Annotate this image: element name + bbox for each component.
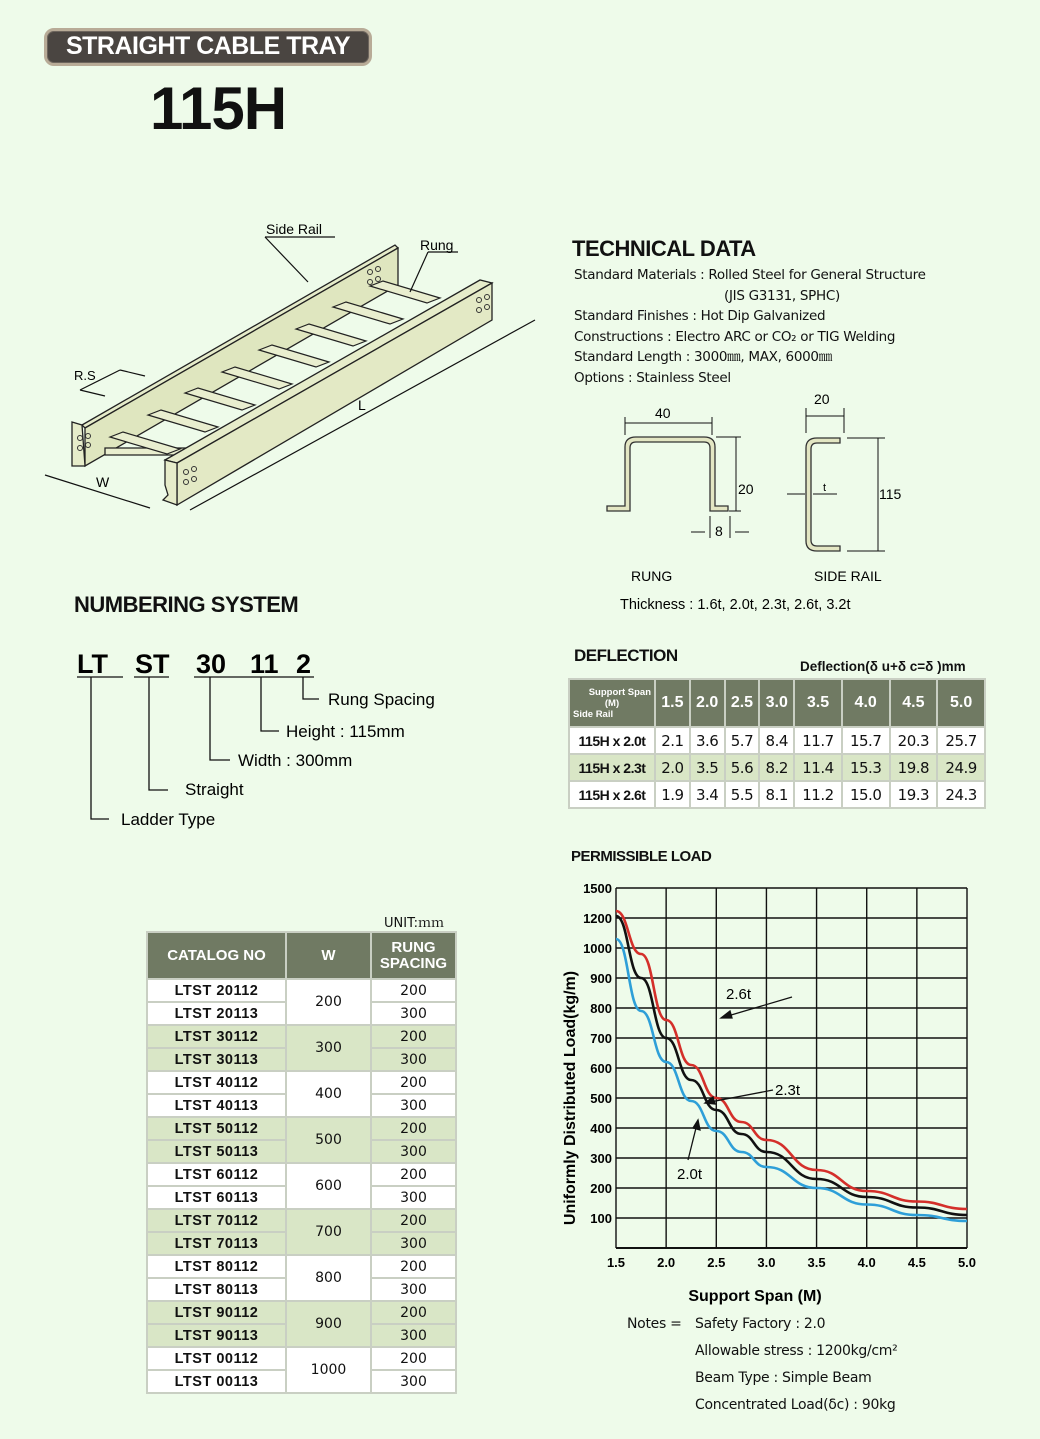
- rung-spacing-value: 300: [371, 1278, 456, 1301]
- tech-line: Options : Stainless Steel: [574, 369, 731, 386]
- width-value: 1000: [286, 1347, 371, 1393]
- notes-prefix: Notes =: [627, 1316, 682, 1332]
- corner-unit: (M): [604, 697, 620, 709]
- note-line: Beam Type : Simple Beam: [695, 1370, 872, 1386]
- code-width: 30: [196, 649, 227, 679]
- catalog-row: [147, 979, 456, 1002]
- rung-spacing-value: 300: [371, 1370, 456, 1393]
- catalog-no: LTST 20112: [147, 979, 286, 1002]
- rung-spacing-value: 200: [371, 1025, 456, 1048]
- rail-type: 115H x 2.3t: [569, 754, 655, 781]
- rung-spacing-value: 300: [371, 1324, 456, 1347]
- note-line: Allowable stress : 1200kg/cm²: [695, 1343, 898, 1359]
- tech-line: Standard Length : 3000㎜, MAX, 6000㎜: [574, 349, 832, 365]
- catalog-no: LTST 40112: [147, 1071, 286, 1094]
- y-tick-label: 700: [590, 1031, 612, 1046]
- y-tick-label: 100: [590, 1211, 612, 1226]
- numbering-title: NUMBERING SYSTEM: [74, 592, 299, 617]
- note-line: Safety Factory : 2.0: [695, 1316, 826, 1332]
- x-tick-label: 4.5: [907, 1255, 926, 1270]
- side-rail-label: Side Rail: [266, 221, 323, 237]
- rung-spacing-value: 300: [371, 1002, 456, 1025]
- rail-height-dim: 115: [879, 486, 902, 502]
- rung-spacing-header-line2: SPACING: [379, 954, 448, 972]
- width-value: 500: [286, 1117, 371, 1163]
- deflection-value: 8.2: [759, 754, 794, 781]
- width-label: W: [96, 474, 110, 490]
- catalog-no: LTST 50113: [147, 1140, 286, 1163]
- deflection-title: DEFLECTION: [574, 646, 678, 665]
- rail-width-dim: 20: [814, 391, 830, 407]
- catalog-no: LTST 30112: [147, 1025, 286, 1048]
- catalog-row: [147, 1071, 456, 1094]
- catalog-no: LTST 90112: [147, 1301, 286, 1324]
- catalog-no: LTST 30113: [147, 1048, 286, 1071]
- deflection-value: 11.4: [794, 754, 842, 781]
- deflection-value: 5.7: [725, 727, 760, 754]
- catalog-no: LTST 60113: [147, 1186, 286, 1209]
- x-tick-label: 3.5: [807, 1255, 826, 1270]
- deflection-row: [569, 781, 985, 808]
- model-title: 115H: [150, 75, 287, 142]
- note-line: Concentrated Load(δc) : 90kg: [695, 1397, 896, 1413]
- deflection-row: [569, 727, 985, 754]
- catalog-no: LTST 40113: [147, 1094, 286, 1117]
- deflection-value: 24.9: [937, 754, 985, 781]
- code-height: 11: [250, 649, 279, 679]
- deflection-value: 24.3: [937, 781, 985, 808]
- y-tick-label: 800: [590, 1001, 612, 1016]
- profile-drawings: [595, 388, 915, 618]
- catalog-row: [147, 1209, 456, 1232]
- deflection-value: 5.6: [725, 754, 760, 781]
- thickness-note: Thickness : 1.6t, 2.0t, 2.3t, 2.6t, 3.2t: [620, 597, 851, 613]
- deflection-value: 15.0: [842, 781, 890, 808]
- rung-spacing-value: 200: [371, 1117, 456, 1140]
- y-tick-label: 500: [590, 1091, 612, 1106]
- cable-tray-diagram: [30, 210, 550, 520]
- annotation-2.3t: 2.3t: [775, 1082, 801, 1099]
- label-rung-spacing: Rung Spacing: [328, 690, 435, 709]
- w-header: W: [286, 932, 371, 979]
- y-tick-label: 300: [590, 1151, 612, 1166]
- deflection-value: 15.7: [842, 727, 890, 754]
- catalog-row: [147, 1255, 456, 1278]
- deflection-subtitle: Deflection(δ u+δ c=δ )mm: [800, 659, 966, 674]
- span-header: 3.0: [759, 679, 794, 727]
- rs-label: R.S: [74, 368, 96, 383]
- rung-spacing-value: 200: [371, 1163, 456, 1186]
- deflection-value: 8.4: [759, 727, 794, 754]
- numbering-diagram: [74, 640, 454, 840]
- tech-line: Standard Finishes : Hot Dip Galvanized: [574, 308, 826, 324]
- x-axis-label: Support Span (M): [688, 1288, 822, 1305]
- catalog-no: LTST 00112: [147, 1347, 286, 1370]
- rail-type: 115H x 2.0t: [569, 727, 655, 754]
- y-tick-label: 400: [590, 1121, 612, 1136]
- width-value: 900: [286, 1301, 371, 1347]
- rung-spacing-value: 200: [371, 1071, 456, 1094]
- rung-spacing-value: 200: [371, 1209, 456, 1232]
- x-tick-label: 3.0: [757, 1255, 776, 1270]
- width-value: 200: [286, 979, 371, 1025]
- deflection-value: 2.1: [655, 727, 690, 754]
- rung-spacing-value: 300: [371, 1094, 456, 1117]
- deflection-value: 3.6: [690, 727, 725, 754]
- rung-spacing-header-line1: RUNG: [391, 938, 436, 956]
- catalog-no: LTST 70112: [147, 1209, 286, 1232]
- rung-width-dim: 40: [655, 405, 671, 421]
- deflection-value: 11.2: [794, 781, 842, 808]
- rung-spacing-header: [371, 932, 456, 979]
- catalog-row: [147, 1347, 456, 1370]
- catalog-table: [146, 931, 457, 1394]
- deflection-value: 3.4: [690, 781, 725, 808]
- code-lt: LT: [77, 649, 108, 679]
- y-tick-label: 200: [590, 1181, 612, 1196]
- y-tick-label: 1000: [583, 941, 612, 956]
- side-rail-profile-label: SIDE RAIL: [814, 568, 882, 584]
- rung-spacing-value: 300: [371, 1186, 456, 1209]
- rung-spacing-value: 300: [371, 1232, 456, 1255]
- deflection-value: 8.1: [759, 781, 794, 808]
- technical-data-title: TECHNICAL DATA: [572, 236, 756, 261]
- deflection-value: 5.5: [725, 781, 760, 808]
- catalog-no: LTST 70113: [147, 1232, 286, 1255]
- rung-spacing-value: 200: [371, 1347, 456, 1370]
- y-axis-label: Uniformly Distributed Load(kg/m): [562, 970, 579, 1226]
- catalog-no: LTST 60112: [147, 1163, 286, 1186]
- annotation-2.6t: 2.6t: [726, 986, 752, 1003]
- catalog-no: LTST 50112: [147, 1117, 286, 1140]
- chart-title: PERMISSIBLE LOAD: [571, 848, 712, 865]
- rung-spacing-value: 200: [371, 1255, 456, 1278]
- annotation-2.0t: 2.0t: [677, 1166, 703, 1183]
- span-header: 1.5: [655, 679, 690, 727]
- y-tick-label: 1500: [583, 881, 612, 896]
- x-tick-label: 5.0: [957, 1255, 977, 1270]
- span-header: 5.0: [937, 679, 985, 727]
- catalog-no: LTST 20113: [147, 1002, 286, 1025]
- deflection-value: 15.3: [842, 754, 890, 781]
- notes-list: [695, 1316, 897, 1424]
- deflection-value: 11.7: [794, 727, 842, 754]
- x-tick-label: 2.5: [707, 1255, 726, 1270]
- length-label: L: [358, 397, 366, 413]
- series-line-2.0t: [616, 939, 967, 1221]
- rung-spacing-value: 300: [371, 1048, 456, 1071]
- deflection-value: 25.7: [937, 727, 985, 754]
- catalog-no: LTST 90113: [147, 1324, 286, 1347]
- x-tick-label: 2.0: [657, 1255, 676, 1270]
- tech-line: Constructions : Electro ARC or CO₂ or TIG Welding: [574, 328, 896, 345]
- code-spacing: 2: [296, 649, 312, 679]
- catalog-row: [147, 1025, 456, 1048]
- rung-height-dim: 20: [738, 481, 754, 497]
- unit-label: UNIT:ｍｍ: [384, 916, 444, 931]
- permissible-load-chart: [555, 870, 995, 1315]
- span-header: 2.0: [690, 679, 725, 727]
- tech-line: (JIS G3131, SPHC): [724, 287, 840, 304]
- label-height: Height : 115mm: [286, 722, 405, 741]
- label-ladder-type: Ladder Type: [121, 810, 216, 829]
- technical-data-list: [574, 265, 926, 388]
- rung-label: Rung: [420, 237, 454, 253]
- series-line-2.3t: [616, 916, 967, 1215]
- width-value: 300: [286, 1025, 371, 1071]
- span-header: 4.5: [890, 679, 938, 727]
- corner-header: [569, 679, 655, 727]
- catalog-no: LTST 80113: [147, 1278, 286, 1301]
- y-tick-label: 1200: [583, 911, 612, 926]
- deflection-value: 3.5: [690, 754, 725, 781]
- label-width: Width : 300mm: [238, 751, 353, 770]
- x-tick-label: 4.0: [857, 1255, 876, 1270]
- deflection-row: [569, 754, 985, 781]
- deflection-value: 19.3: [890, 781, 938, 808]
- rung-spacing-value: 200: [371, 1301, 456, 1324]
- width-value: 400: [286, 1071, 371, 1117]
- width-value: 800: [286, 1255, 371, 1301]
- catalog-row: [147, 1117, 456, 1140]
- corner-rail: Side Rail: [573, 708, 614, 720]
- rung-spacing-value: 300: [371, 1140, 456, 1163]
- width-value: 700: [286, 1209, 371, 1255]
- catalog-no-header: CATALOG NO: [147, 932, 286, 979]
- span-header: 3.5: [794, 679, 842, 727]
- span-header: 2.5: [725, 679, 760, 727]
- rail-type: 115H x 2.6t: [569, 781, 655, 808]
- catalog-no: LTST 80112: [147, 1255, 286, 1278]
- label-straight: Straight: [185, 780, 244, 799]
- x-tick-label: 1.5: [606, 1255, 626, 1270]
- deflection-value: 20.3: [890, 727, 938, 754]
- catalog-row: [147, 1301, 456, 1324]
- y-tick-label: 600: [590, 1061, 612, 1076]
- deflection-value: 19.8: [890, 754, 938, 781]
- deflection-table: [568, 678, 986, 809]
- rail-thickness-dim: t: [823, 482, 827, 494]
- tech-line: Standard Materials : Rolled Steel for General Structure: [574, 267, 926, 283]
- rung-flange-dim: 8: [715, 523, 723, 539]
- deflection-value: 1.9: [655, 781, 690, 808]
- catalog-row: [147, 1163, 456, 1186]
- span-header: 4.0: [842, 679, 890, 727]
- y-tick-label: 900: [590, 971, 612, 986]
- corner-span: Support Span: [588, 686, 651, 698]
- deflection-value: 2.0: [655, 754, 690, 781]
- rung-spacing-value: 200: [371, 979, 456, 1002]
- title-banner: STRAIGHT CABLE TRAY: [44, 28, 372, 66]
- code-st: ST: [135, 649, 170, 679]
- rung-profile-label: RUNG: [631, 568, 673, 584]
- width-value: 600: [286, 1163, 371, 1209]
- catalog-no: LTST 00113: [147, 1370, 286, 1393]
